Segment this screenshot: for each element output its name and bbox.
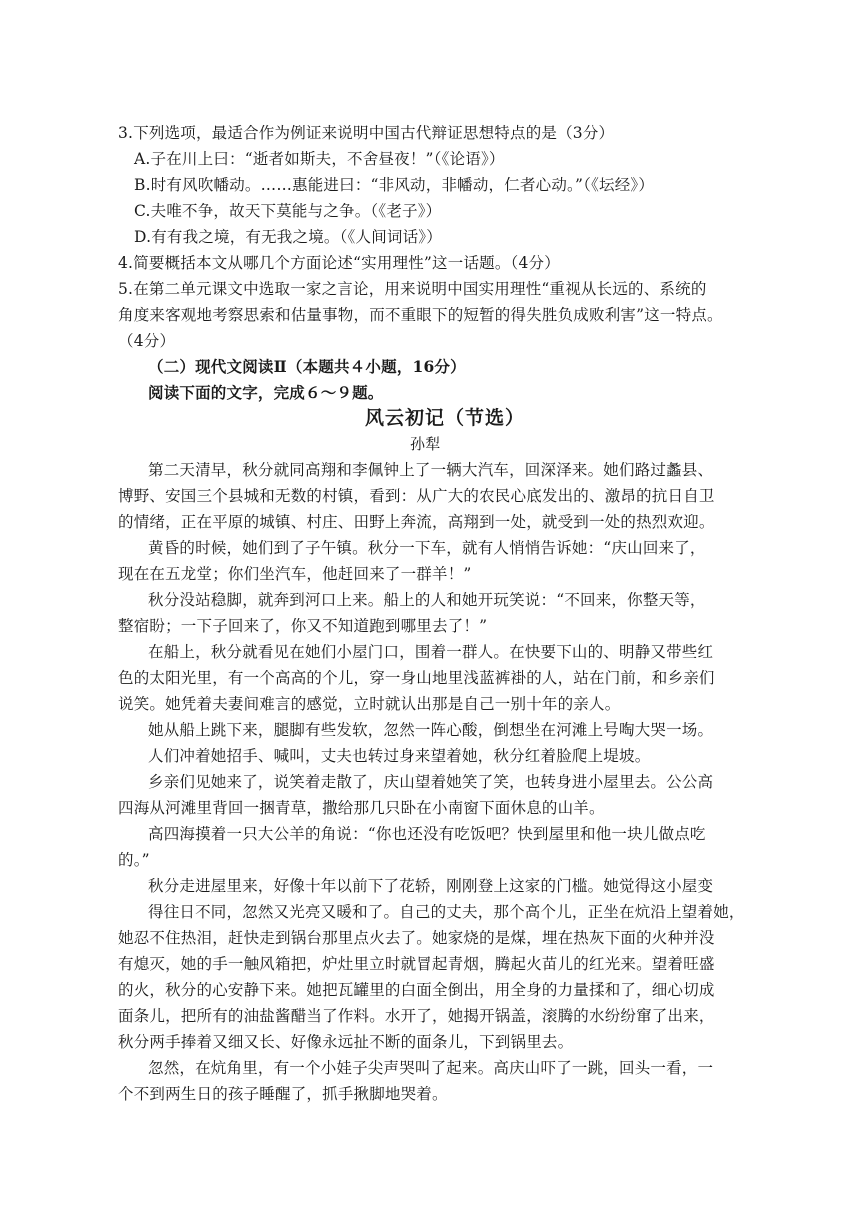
article-line: 忽然，在炕角里，有一个小娃子尖声哭叫了起来。高庆山吓了一跳，回头一看，一 bbox=[148, 1059, 714, 1077]
question-3-option-b: B.时有风吹幡动。……惠能进曰：“非风动，非幡动，仁者心动。”（《坛经》） bbox=[134, 176, 655, 194]
article-line: 人们冲着她招手、喊叫，丈夫也转过身来望着她，秋分红着脸爬上堤坡。 bbox=[148, 747, 651, 765]
article-line: 有熄灭，她的手一触风箱把，炉灶里立时就冒起青烟，腾起火苗儿的红光来。望着旺盛 bbox=[118, 955, 715, 973]
article-line: 高四海摸着一只大公羊的角说：“你也还没有吃饭吧？快到屋里和他一块儿做点吃 bbox=[148, 825, 706, 843]
article-line: 乡亲们见她来了，说笑着走散了，庆山望着她笑了笑，也转身进小屋里去。公公高 bbox=[148, 773, 714, 791]
section-heading: （二）现代文阅读Ⅱ（本题共４小题，16分） bbox=[148, 357, 466, 376]
question-3-stem: 3.下列选项，最适合作为例证来说明中国古代辩证思想特点的是（3分） bbox=[118, 124, 615, 142]
question-3-option-a: A.子在川上曰：“逝者如斯夫，不舍昼夜！”（《论语》） bbox=[134, 150, 505, 168]
article-line: 的火，秋分的心安静下来。她把瓦罐里的白面全倒出，用全身的力量揉和了，细心切成 bbox=[118, 981, 715, 999]
article-line: 个不到两生日的孩子睡醒了，抓手揪脚地哭着。 bbox=[118, 1085, 448, 1103]
question-4: 4.简要概括本文从哪几个方面论述“实用理性”这一话题。（4分） bbox=[118, 254, 560, 272]
article-line: 她从船上跳下来，腿脚有些发软，忽然一阵心酸，倒想坐在河滩上号啕大哭一场。 bbox=[148, 721, 714, 739]
article-line: 说笑。她凭着夫妻间难言的感觉，立时就认出那是自己一别十年的亲人。 bbox=[118, 695, 621, 713]
article-line: 的。” bbox=[118, 851, 150, 869]
question-3-option-d: D.有有我之境，有无我之境。（《人间词话》） bbox=[134, 228, 442, 246]
question-5-line-1: 5.在第二单元课文中选取一家之言论，用来说明中国实用理性“重视从长远的、系统的 bbox=[118, 280, 707, 298]
question-5-line-3: （4分） bbox=[118, 332, 176, 350]
article-author: 孙犁 bbox=[410, 435, 441, 453]
article-line: 秋分两手捧着又细又长、好像永远扯不断的面条儿，下到锅里去。 bbox=[118, 1033, 574, 1051]
article-line: 在船上，秋分就看见在她们小屋门口，围着一群人。在快要下山的、明静又带些红 bbox=[148, 643, 714, 661]
article-line: 色的太阳光里，有一个高高的个儿，穿一身山地里浅蓝裤褂的人，站在门前，和乡亲们 bbox=[118, 669, 715, 687]
article-line: 博野、安国三个县城和无数的村镇，看到：从广大的农民心底发出的、激昂的抗日自卫 bbox=[118, 487, 715, 505]
question-5-line-2: 角度来客观地考察思索和估量事物，而不重眼下的短暂的得失胜负成败利害”这一特点。 bbox=[118, 306, 723, 324]
article-line: 现在在五龙堂；你们坐汽车，他赶回来了一群羊！” bbox=[118, 565, 472, 583]
article-line: 四海从河滩里背回一捆青草，撒给那几只卧在小南窗下面休息的山羊。 bbox=[118, 799, 605, 817]
question-3-option-c: C.夫唯不争，故天下莫能与之争。（《老子》） bbox=[134, 202, 442, 220]
article-line: 的情绪，正在平原的城镇、村庄、田野上奔流，高翔到一处，就受到一处的热烈欢迎。 bbox=[118, 513, 715, 531]
article-line: 她忍不住热泪，赶快走到锅台那里点火去了。她家烧的是煤，埋在热灰下面的火种并没 bbox=[118, 929, 715, 947]
article-title: 风云初记（节选） bbox=[365, 407, 526, 429]
article-line: 面条儿，把所有的油盐酱醋当了作料。水开了，她揭开锅盖，滚腾的水纷纷窜了出来， bbox=[118, 1007, 715, 1025]
section-instruction: 阅读下面的文字，完成６～９题。 bbox=[148, 383, 384, 402]
article-line: 秋分走进屋里来，好像十年以前下了花轿，刚刚登上这家的门槛。她觉得这小屋变 bbox=[148, 877, 714, 895]
article-line: 黄昏的时候，她们到了子午镇。秋分一下车，就有人悄悄告诉她：“庆山回来了， bbox=[148, 539, 706, 557]
article-line: 整宿盼；一下子回来了，你又不知道跑到哪里去了！” bbox=[118, 617, 488, 635]
article-line: 第二天清早，秋分就同高翔和李佩钟上了一辆大汽车，回深泽来。她们路过蠡县、 bbox=[148, 461, 714, 479]
article-line: 秋分没站稳脚，就奔到河口上来。船上的人和她开玩笑说：“不回来，你整天等， bbox=[148, 591, 706, 609]
article-line: 得往日不同，忽然又光亮又暖和了。自己的丈夫，那个高个儿，正坐在炕沿上望着她， bbox=[148, 903, 745, 921]
